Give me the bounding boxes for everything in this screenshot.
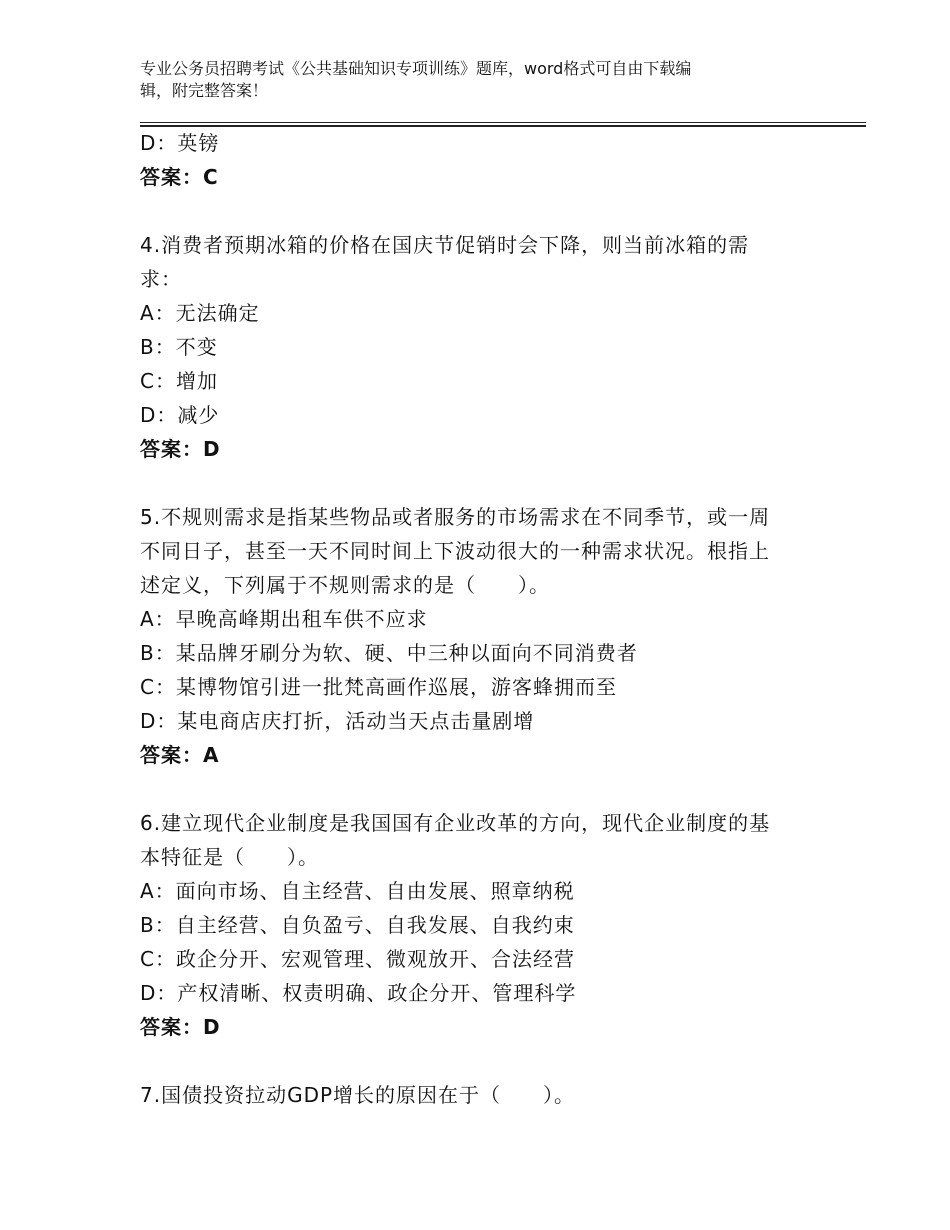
q4-option-b: B：不变: [140, 335, 218, 359]
q5-option-b: B：某品牌牙刷分为软、硬、中三种以面向不同消费者: [140, 641, 638, 665]
q5-answer: 答案：A: [140, 743, 220, 767]
q5-option-a: A：早晚高峰期出租车供不应求: [140, 607, 428, 631]
spacer: [140, 466, 820, 500]
q4-stem-line-1: 4.消费者预期冰箱的价格在国庆节促销时会下降，则当前冰箱的需: [140, 233, 750, 257]
q6-stem-line-1: 6.建立现代企业制度是我国国有企业改革的方向，现代企业制度的基: [140, 811, 771, 835]
q6-option-a: A：面向市场、自主经营、自由发展、照章纳税: [140, 879, 575, 903]
q5-stem-line-1: 5.不规则需求是指某些物品或者服务的市场需求在不同季节，或一周: [140, 505, 771, 529]
header-line-2: 辑，附完整答案！: [140, 81, 269, 100]
q5-option-d: D：某电商店庆打折，活动当天点击量剧增: [140, 709, 535, 733]
q5-stem-line-3: 述定义，下列属于不规则需求的是（ ）。: [140, 573, 550, 597]
question-5: [140, 500, 820, 772]
q4-option-d: D：减少: [140, 403, 220, 427]
q5-option-c: C：某博物馆引进一批梵高画作巡展，游客蜂拥而至: [140, 675, 617, 699]
spacer: [140, 194, 820, 228]
page-header: [140, 58, 800, 102]
question-7: [140, 1078, 820, 1112]
q4-option-c: C：增加: [140, 369, 218, 393]
q6-option-b: B：自主经营、自负盈亏、自我发展、自我约束: [140, 913, 575, 937]
spacer: [140, 772, 820, 806]
q5-stem-line-2: 不同日子，甚至一天不同时间上下波动很大的一种需求状况。根指上: [140, 539, 770, 563]
q6-stem-line-2: 本特征是（ ）。: [140, 845, 319, 869]
q7-stem-line-1: 7.国债投资拉动GDP增长的原因在于（ ）。: [140, 1083, 576, 1107]
question-3-tail: [140, 126, 820, 194]
q6-option-c: C：政企分开、宏观管理、微观放开、合法经营: [140, 947, 575, 971]
question-4: [140, 228, 820, 466]
q3-option-d: D：英镑: [140, 131, 220, 155]
q4-option-a: A：无法确定: [140, 301, 260, 325]
q6-option-d: D：产权清晰、权责明确、政企分开、管理科学: [140, 981, 577, 1005]
question-6: [140, 806, 820, 1044]
question-list: [140, 126, 820, 1112]
q6-answer: 答案：D: [140, 1015, 221, 1039]
spacer: [140, 1044, 820, 1078]
q3-answer: 答案：C: [140, 165, 219, 189]
header-line-1: 专业公务员招聘考试《公共基础知识专项训练》题库，word格式可自由下载编: [140, 59, 692, 78]
q4-stem-line-2: 求：: [140, 267, 182, 291]
q4-answer: 答案：D: [140, 437, 221, 461]
header-divider-thin: [140, 122, 866, 123]
